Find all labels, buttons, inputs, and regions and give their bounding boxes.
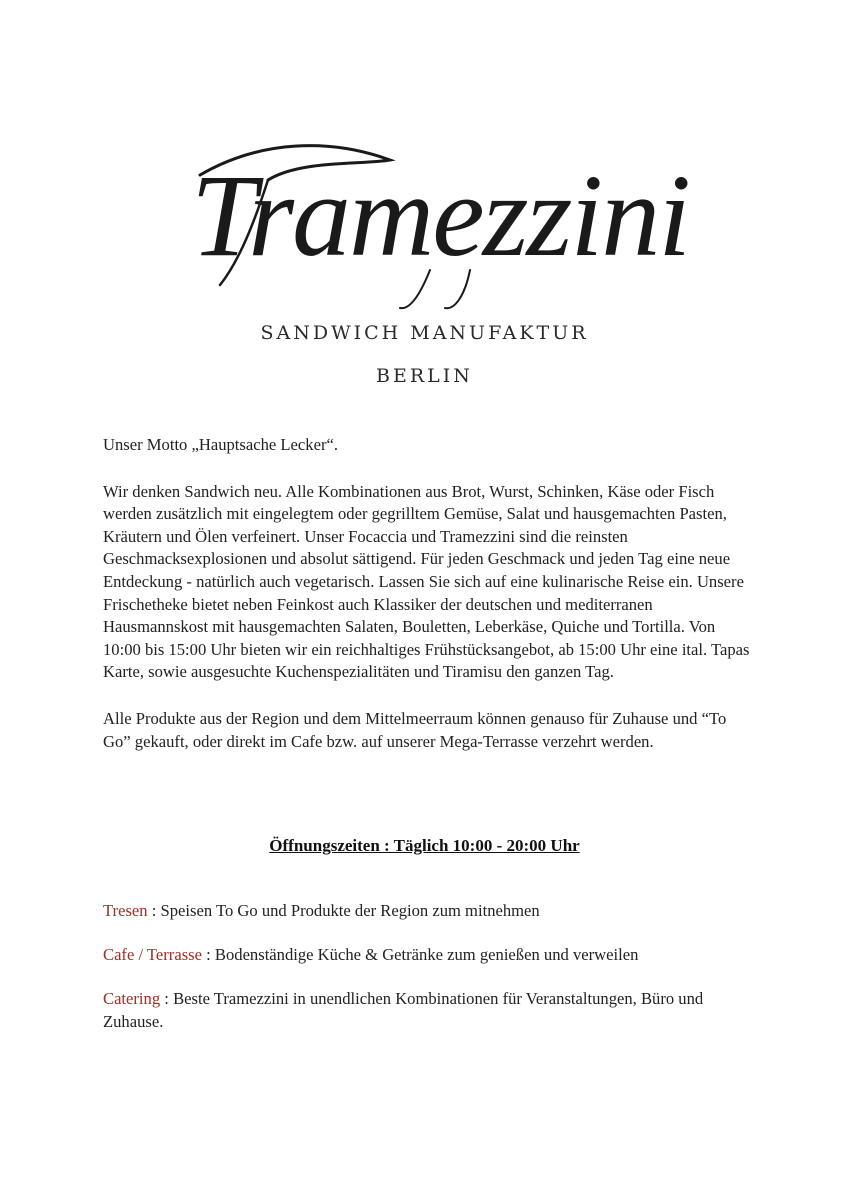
service-tresen (103, 900, 753, 923)
service-text: Speisen To Go und Produkte der Region zum mitnehmen (160, 901, 540, 920)
service-catering (103, 988, 753, 1033)
service-separator: : (160, 989, 174, 1008)
service-text: Bodenständige Küche & Getränke zum genießen und verweilen (214, 945, 639, 964)
logo-wordmark-graphic (0, 120, 849, 310)
logo (0, 120, 849, 310)
service-separator: : (201, 945, 215, 964)
logo-city: BERLIN (376, 365, 473, 387)
opening-hours: Öffnungszeiten : Täglich 10:00 - 20:00 Uhr (269, 836, 580, 855)
intro-text (103, 434, 753, 777)
logo-wordmark-text: Tramezzini (190, 150, 690, 281)
service-separator: : (147, 901, 161, 920)
logo-subtitle: SANDWICH MANUFAKTUR (260, 322, 589, 344)
description-paragraph: Wir denken Sandwich neu. Alle Kombinationen aus Brot, Wurst, Schinken, Käse oder Fisch werden zusätzlich mit eingelegtem oder gegrilltem Gemüse, Salat und hausgemachten Pasten, Kräutern und Ölen verfeinert. Unser Focaccia und Tramezzini sind die reinsten Geschmacksexplosionen und absolut sättigend. Für jeden Geschmack und jeden Tag eine neue Entdeckung - natürlich auch vegetarisch. Lassen Sie sich auf eine kulinarische Reise ein. Unsere Frischetheke bietet neben Feinkost auch Klassiker der deutschen und mediterranen Hausmannskost mit hausgemachten Salaten, Bouletten, Leberkäse, Quiche und Tortilla. Von 10:00 bis 15:00 Uhr bieten wir ein reichhaltiges Frühstücksangebot, ab 15:00 Uhr eine ital. Tapas Karte, sowie ausgesuchte Kuchenspezialitäten und Tiramisu den ganzen Tag. (103, 481, 750, 682)
service-label: Cafe / Terrasse (103, 945, 202, 964)
products-paragraph: Alle Produkte aus der Region und dem Mittelmeerraum können genauso für Zuhause und “To Go” gekauft, oder direkt im Cafe bzw. auf unserer Mega-Terrasse verzehrt werden. (103, 708, 727, 751)
service-text: Beste Tramezzini in unendlichen Kombinationen für Veranstaltungen, Büro und Zuhause. (103, 989, 704, 1031)
motto: Unser Motto „Hauptsache Lecker“. (103, 435, 338, 454)
service-cafe-terrasse (103, 944, 753, 967)
service-label: Catering (103, 989, 161, 1008)
service-label: Tresen (103, 901, 148, 920)
